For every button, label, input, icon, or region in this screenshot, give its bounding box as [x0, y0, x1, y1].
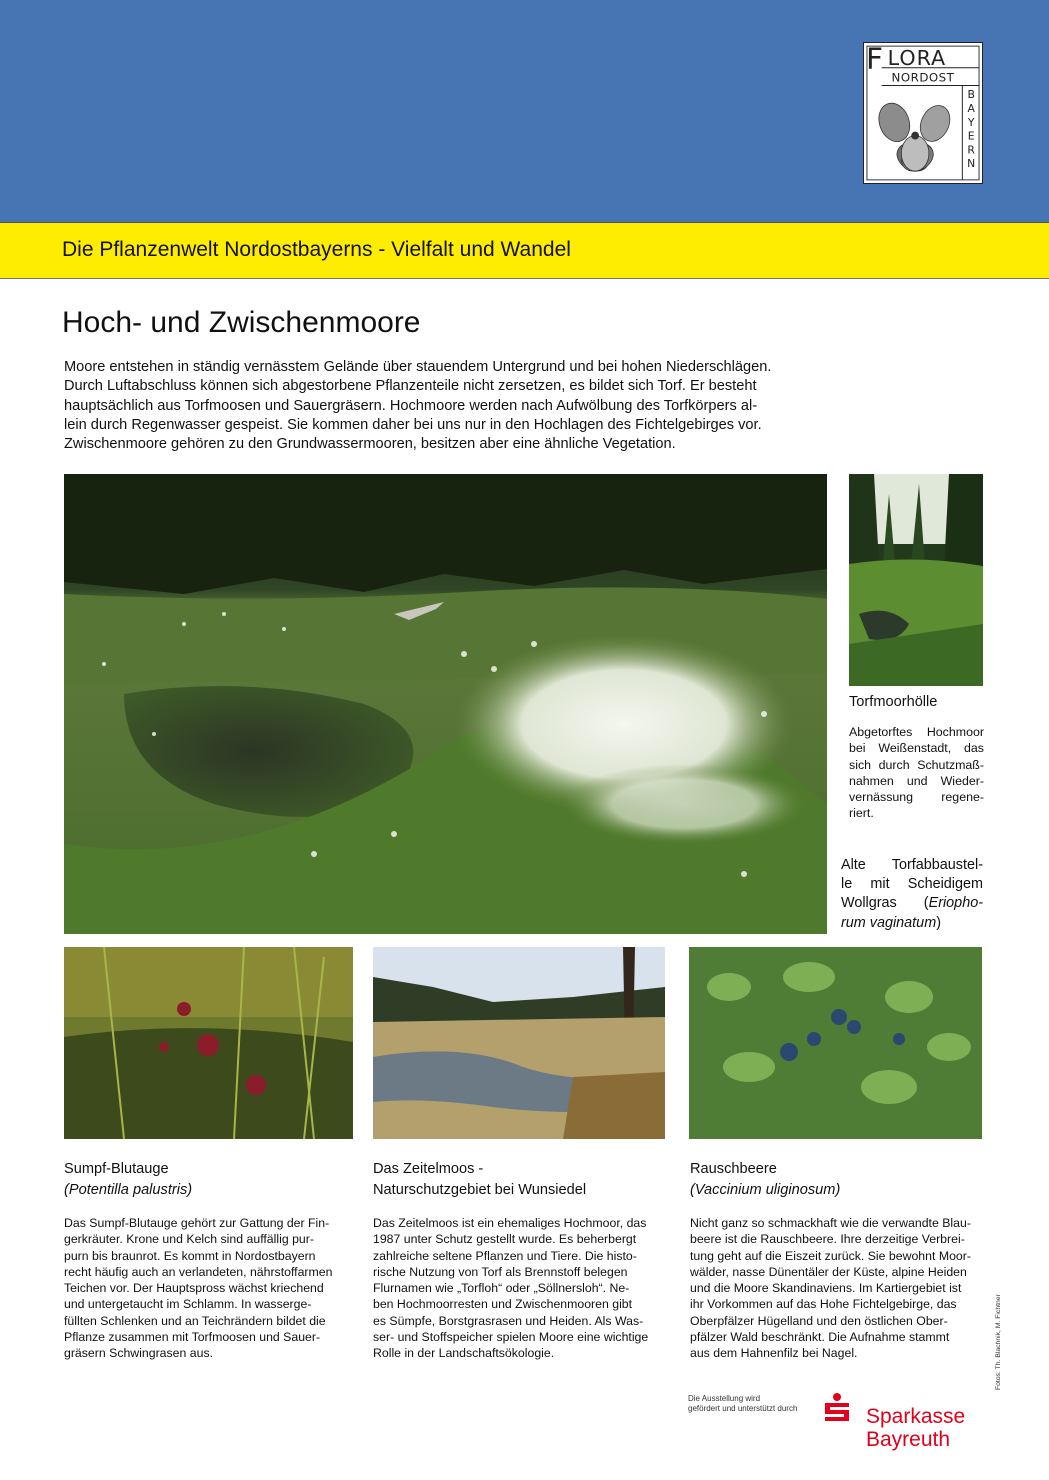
- sparkasse-name-line: Bayreuth: [866, 1428, 951, 1451]
- intro-paragraph: [64, 358, 826, 454]
- caption-1-text: [64, 1215, 348, 1362]
- svg-text:NORDOST: NORDOST: [891, 70, 955, 85]
- photo-cotton-grass-moor: [64, 474, 827, 934]
- caption-3-text: [690, 1215, 983, 1362]
- svg-text:N: N: [967, 157, 976, 171]
- main-photo-caption: [841, 856, 983, 933]
- svg-text:A: A: [967, 102, 975, 116]
- text-line: aus dem Hahnenfilz bei Nagel.: [690, 1346, 858, 1361]
- svg-text:E: E: [967, 129, 975, 143]
- photo-sumpf-blutauge: [64, 947, 353, 1139]
- intro-line: Zwischenmoore gehören zu den Grundwassermooren, besitzen aber eine ähnliche Vegetation.: [64, 436, 676, 453]
- text-line: rische Nutzung von Torf als Brennstoff belegen: [373, 1264, 628, 1279]
- series-title: Die Pflanzenwelt Nordostbayerns - Vielfalt und Wandel: [62, 238, 571, 261]
- text-line: Flurnamen wie „Torfloh“ oder „Söllnersloh“. Ne-: [373, 1281, 630, 1296]
- caption-3-title: Rauschbeere: [690, 1161, 777, 1177]
- caption-3-subtitle: (Vaccinium uliginosum): [690, 1182, 841, 1198]
- photo-torfmoorhoelle: [849, 474, 983, 686]
- intro-line: Durch Luftabschluss können sich abgestorbene Pflanzenteile nicht zersetzen, es bildet sich Torf. Er besteht: [64, 378, 757, 395]
- caption-line: Alte Torfabbaustel-: [841, 857, 983, 873]
- torfmoor-line: bei Weißenstadt, das: [849, 741, 984, 756]
- text-line: gräsern Schwingrasen aus.: [64, 1346, 214, 1361]
- torfmoor-line: riert.: [849, 806, 874, 821]
- caption-text: ): [936, 914, 941, 931]
- flora-logo: [863, 42, 983, 184]
- intro-line: hauptsächlich aus Torfmoosen und Sauergräsern. Hochmoore werden nach Aufwölbung des Torfkörpers al-: [64, 397, 758, 414]
- sponsor-note: [688, 1394, 797, 1414]
- text-line: zahlreiche seltene Pflanzen und Tiere. Die histo-: [373, 1248, 637, 1263]
- text-line: Nicht ganz so schmackhaft wie die verwandte Blau-: [690, 1216, 971, 1230]
- sponsor-line: gefördert und unterstützt durch: [688, 1404, 798, 1413]
- text-line: pfälzer Wald beschränkt. Die Aufnahme stammt: [690, 1330, 950, 1345]
- text-line: füllten Schlenken und an Teichrändern bildet die: [64, 1313, 326, 1328]
- text-line: recht häufig auch an verlandeten, nährstoffarmen: [64, 1264, 333, 1279]
- text-line: Oberpfälzer Hügelland und den östlichen Ober-: [690, 1313, 948, 1328]
- flora-nordost-bayern-logo-icon: [864, 43, 982, 183]
- torfmoor-line: vernässung regene-: [849, 790, 984, 805]
- text-line: gerkräuter. Krone und Kelch sind auffällig pur-: [64, 1232, 314, 1247]
- text-line: Das Zeitelmoos ist ein ehemaliges Hochmoor, das: [373, 1216, 647, 1230]
- caption-1-title: Sumpf-Blutauge: [64, 1161, 169, 1177]
- sparkasse-name-line: Sparkasse: [866, 1405, 966, 1428]
- caption-species: Eriopho-: [928, 895, 983, 912]
- caption-2-text: [373, 1215, 665, 1362]
- sparkasse-name: [866, 1405, 965, 1451]
- caption-2-subtitle: Naturschutzgebiet bei Wunsiedel: [373, 1182, 587, 1198]
- text-line: tung geht auf die Eiszeit zurück. Sie bewohnt Moor-: [690, 1248, 971, 1263]
- svg-text:F: F: [865, 43, 883, 76]
- caption-1-subtitle: (Potentilla palustris): [64, 1182, 193, 1198]
- svg-text:B: B: [967, 88, 975, 102]
- torfmoor-line: Abgetorftes Hochmoor: [849, 725, 984, 739]
- text-line: ihr Vorkommen auf das Hohe Fichtelgebirge, das: [690, 1297, 957, 1312]
- text-line: Rolle in der Landschaftsökologie.: [373, 1346, 555, 1361]
- svg-text:R: R: [967, 143, 975, 157]
- text-line: Pflanze zusammen mit Torfmoosen und Sauer-: [64, 1330, 321, 1345]
- intro-line: lein durch Regenwasser gespeist. Sie kommen daher bei uns nur in den Hochlagen des Fichtelgebirges vor.: [64, 416, 762, 433]
- text-line: Teichen vor. Der Hauptspross wächst kriechend: [64, 1281, 324, 1296]
- text-line: beere ist die Rauschbeere. Ihre derzeitige Verbrei-: [690, 1232, 965, 1247]
- photo-credit: [995, 1294, 1005, 1480]
- text-line: wälder, nasse Dünentäler der Küste, alpine Heiden: [690, 1264, 967, 1279]
- text-line: und untergetaucht im Schlamm. In wasserge-: [64, 1297, 312, 1312]
- text-line: Das Sumpf-Blutauge gehört zur Gattung der Fin-: [64, 1216, 330, 1230]
- photo-credit-text: Fotos: Th. Blachnik, M. Fichtner: [995, 1294, 1002, 1390]
- torfmoor-line: nahmen und Wieder-: [849, 773, 984, 788]
- intro-line: Moore entstehen in ständig vernässtem Gelände über stauendem Untergrund und bei hohen Niederschlägen.: [64, 359, 772, 375]
- photo-zeitelmoos: [373, 947, 665, 1139]
- text-line: es Sümpfe, Borstgrasrasen und Heiden. Als Was-: [373, 1313, 644, 1328]
- sparkasse-logo-icon: [822, 1392, 852, 1422]
- caption-species: rum vaginatum: [841, 914, 937, 931]
- text-line: purn bis braunrot. Es kommt in Nordostbayern: [64, 1248, 316, 1263]
- photo-rauschbeere: [689, 947, 982, 1139]
- caption-line: [841, 914, 983, 933]
- text-line: ben Hochmoorresten und Zwischenmooren gibt: [373, 1297, 633, 1312]
- svg-text:LORA: LORA: [887, 45, 947, 70]
- page-title: Hoch- und Zwischenmoore: [62, 306, 421, 339]
- text-line: ser- und Stoffspeicher spielen Moore eine wichtige: [373, 1330, 649, 1345]
- sponsor-line: Die Ausstellung wird: [688, 1394, 761, 1403]
- text-line: 1987 unter Schutz gestellt wurde. Es beherbergt: [373, 1232, 637, 1247]
- caption-text: Wollgras (: [841, 895, 929, 912]
- text-line: und die Moore Skandinaviens. Im Kartiergebiet ist: [690, 1281, 962, 1296]
- caption-2-title: Das Zeitelmoos -: [373, 1161, 484, 1177]
- torfmoor-line: sich durch Schutzmaß-: [849, 757, 984, 772]
- caption-line: [841, 894, 983, 913]
- torfmoor-title: Torfmoorhölle: [849, 694, 938, 710]
- torfmoor-text: [849, 724, 984, 822]
- svg-text:Y: Y: [967, 115, 975, 129]
- caption-line: le mit Scheidigem: [841, 876, 983, 893]
